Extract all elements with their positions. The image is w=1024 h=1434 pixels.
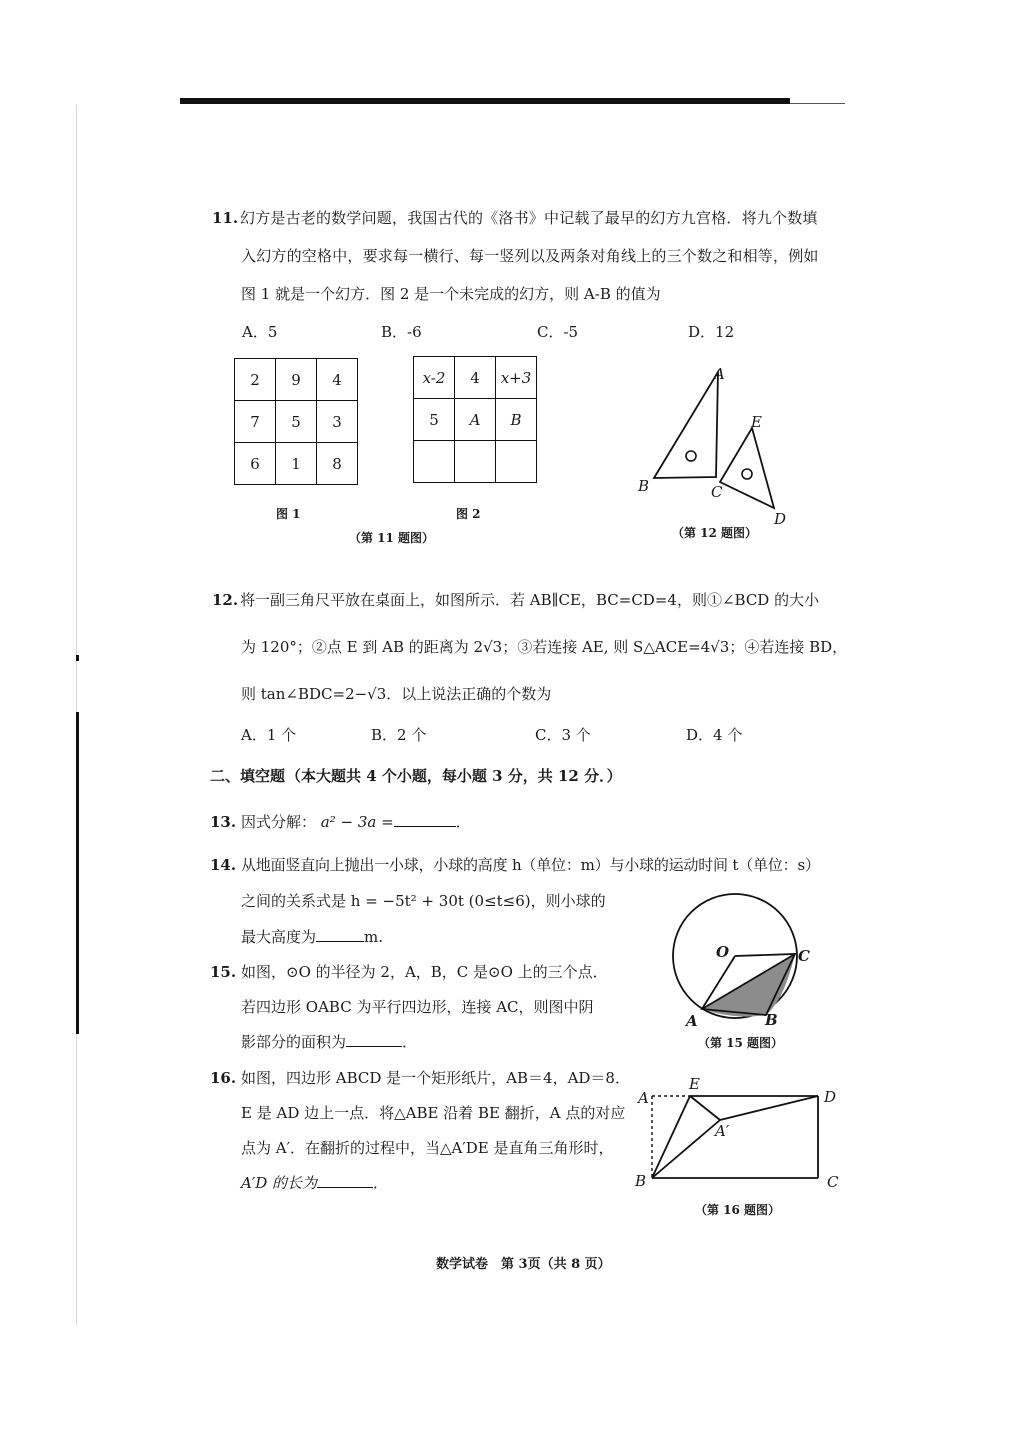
fig1-cell: 8 — [317, 443, 358, 485]
fig2-cell — [496, 441, 537, 483]
ruler-hole — [686, 451, 696, 461]
q13-period: ． — [455, 813, 471, 831]
q12-label-e: E — [751, 413, 762, 431]
segment-ea-prime — [690, 1096, 720, 1120]
q14-line1: 从地面竖直向上抛出一小球，小球的高度 h（单位：m）与小球的运动时间 t（单位：s） — [241, 856, 820, 874]
triangle-cde — [720, 428, 774, 508]
q11-option-d: D．12 — [688, 323, 735, 341]
fig1-cell: 7 — [235, 401, 276, 443]
q15-period: ． — [402, 1033, 418, 1051]
q16-line1: 如图，四边形 ABCD 是一个矩形纸片，AB＝4，AD＝8． — [241, 1069, 630, 1087]
q13-text: 因式分解： — [241, 813, 317, 831]
triangle-abc — [654, 372, 718, 478]
top-rule-thin — [790, 103, 845, 104]
fig2-caption: 图 2 — [456, 507, 481, 521]
q13-expression: a² − 3a = — [320, 813, 394, 831]
q12-line1: 将一副三角尺平放在桌面上，如图所示．若 AB∥CE，BC=CD=4，则①∠BCD 的大小 — [240, 591, 820, 609]
q13-number: 13. — [210, 813, 237, 831]
fig1-cell: 4 — [317, 359, 358, 401]
q12-caption: （第 12 题图） — [672, 526, 758, 540]
fig1-caption: 图 1 — [276, 507, 301, 521]
q16-text: A′D 的长为 — [241, 1174, 318, 1192]
binding-mark — [76, 655, 79, 661]
fig2-cell — [414, 441, 455, 483]
q12-option-d: D．4 个 — [686, 726, 743, 744]
q11-option-c: C．-5 — [537, 323, 579, 341]
q14-line2: 之间的关系式是 h = −5t² + 30t (0≤t≤6)，则小球的 — [241, 892, 606, 910]
fig2-cell: 4 — [455, 357, 496, 399]
q12-option-a: A．1 个 — [241, 726, 297, 744]
top-rule — [180, 98, 790, 104]
q15-text: 影部分的面积为 — [241, 1033, 347, 1051]
fig1-cell: 2 — [235, 359, 276, 401]
magic-square-fig1 — [234, 358, 358, 485]
q14-line3 — [241, 927, 383, 947]
q12-label-d: D — [774, 510, 787, 528]
q14-number: 14. — [210, 856, 237, 874]
ruler-hole — [742, 469, 752, 479]
q11-line3: 图 1 就是一个幻方．图 2 是一个未完成的幻方，则 A-B 的值为 — [241, 285, 661, 303]
fig2-cell: x-2 — [414, 357, 455, 399]
q12-option-c: C．3 个 — [535, 726, 591, 744]
q15-label-b: B — [765, 1011, 778, 1029]
q11-option-a: A．5 — [242, 323, 278, 341]
q12-option-b: B．2 个 — [371, 726, 427, 744]
q15-line2: 若四边形 OABC 为平行四边形，连接 AC，则图中阴 — [241, 998, 594, 1016]
magic-square-fig2 — [413, 356, 537, 483]
q15-label-o: O — [716, 943, 730, 961]
q12-figure — [630, 360, 800, 530]
q13-question — [241, 812, 471, 832]
fig2-cell — [455, 441, 496, 483]
q16-figure — [640, 1082, 840, 1192]
q16-label-a: A — [638, 1089, 649, 1107]
q15-label-c: C — [798, 947, 810, 965]
q16-label-e: E — [689, 1075, 700, 1093]
fig1-cell: 6 — [235, 443, 276, 485]
q16-line3: 点为 A′．在翻折的过程中，当△A′DE 是直角三角形时， — [241, 1139, 614, 1157]
q16-label-a-prime: A′ — [715, 1122, 730, 1140]
q12-number: 12. — [212, 591, 239, 609]
fig1-cell: 3 — [317, 401, 358, 443]
q15-figure — [664, 892, 804, 1022]
q15-label-a: A — [686, 1012, 698, 1030]
fig1-cell: 5 — [276, 401, 317, 443]
q16-label-c: C — [827, 1173, 839, 1191]
fig2-cell: B — [496, 399, 537, 441]
q16-caption: （第 16 题图） — [695, 1203, 781, 1217]
q15-line3 — [241, 1032, 417, 1052]
q15-number: 15. — [210, 963, 237, 981]
q14-text: 最大高度为 — [241, 928, 317, 946]
q11-option-b: B．-6 — [381, 323, 422, 341]
section2-title: 二、填空题 — [210, 767, 286, 785]
q12-label-a: A — [714, 365, 725, 383]
q14-answer-blank[interactable] — [316, 927, 364, 942]
q16-answer-blank[interactable] — [317, 1173, 373, 1188]
segment-a-prime-d — [720, 1096, 818, 1120]
q16-line4 — [241, 1173, 388, 1193]
q12-line2: 为 120°；②点 E 到 AB 的距离为 2√3；③若连接 AE, 则 S△ACE=4√3；④若连接 BD， — [241, 638, 848, 656]
q11-caption: （第 11 题图） — [349, 531, 435, 545]
q16-label-d: D — [824, 1088, 837, 1106]
fig2-cell: A — [455, 399, 496, 441]
q14-unit: m. — [364, 928, 384, 946]
q15-answer-blank[interactable] — [346, 1032, 402, 1047]
q11-line1: 幻方是古老的数学问题，我国古代的《洛书》中记载了最早的幻方九宫格．将九个数填 — [240, 209, 818, 227]
q15-line1: 如图，⊙O 的半径为 2，A，B，C 是⊙O 上的三个点． — [241, 963, 608, 981]
fig1-cell: 9 — [276, 359, 317, 401]
segment-ba-prime — [652, 1120, 720, 1178]
segment-be — [652, 1096, 690, 1178]
section2-desc: （本大题共 4 个小题，每小题 3 分，共 12 分．） — [286, 767, 622, 785]
fig2-cell: x+3 — [496, 357, 537, 399]
q12-label-b: B — [638, 477, 650, 495]
fig1-cell: 1 — [276, 443, 317, 485]
q16-period: ． — [373, 1174, 389, 1192]
q11-number: 11. — [212, 209, 239, 227]
fig2-cell: 5 — [414, 399, 455, 441]
binding-bar — [76, 712, 79, 1034]
q11-line2: 入幻方的空格中，要求每一横行、每一竖列以及两条对角线上的三个数之和相等，例如 — [241, 247, 819, 265]
q15-caption: （第 15 题图） — [698, 1036, 784, 1050]
q12-line3: 则 tan∠BDC=2−√3．以上说法正确的个数为 — [241, 685, 552, 703]
q16-number: 16. — [210, 1069, 237, 1087]
q16-line2: E 是 AD 边上一点．将△ABE 沿着 BE 翻折，A 点的对应 — [241, 1104, 626, 1122]
q16-label-b: B — [635, 1172, 647, 1190]
q12-label-c: C — [711, 483, 723, 501]
q13-answer-blank[interactable] — [394, 812, 456, 827]
page-footer: 数学试卷 第 3页（共 8 页） — [436, 1257, 611, 1272]
